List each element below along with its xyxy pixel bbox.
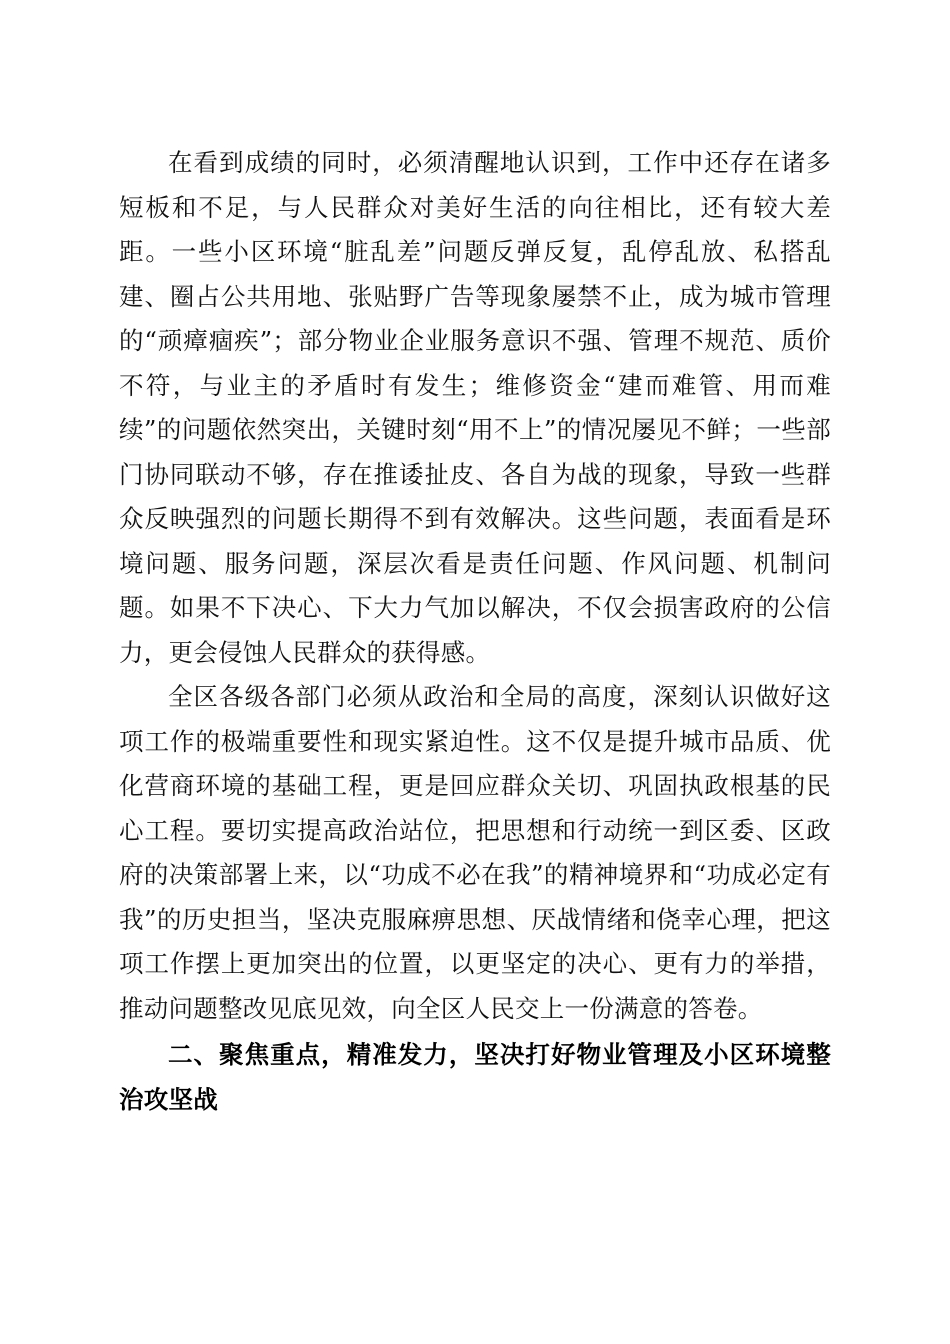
body-paragraph-2: 全区各级各部门必须从政治和全局的高度，深刻认识做好这项工作的极端重要性和现实紧迫性。这不仅是提升城市品质、优化营商环境的基础工程，更是回应群众关切、巩固执政根基的民心工程。要切实提高政治站位，把思想和行动统一到区委、区政府的决策部署上来，以“功成不必在我”的精神境界和“功成必定有我”的历史担当，坚决克服麻痹思想、厌战情绪和侥幸心理，把这项工作摆上更加突出的位置，以更坚定的决心、更有力的举措，推动问题整改见底见效，向全区人民交上一份满意的答卷。: [119, 682, 831, 1023]
body-paragraph-1: 在看到成绩的同时，必须清醒地认识到，工作中还存在诸多短板和不足，与人民群众对美好生活的向往相比，还有较大差距。一些小区环境“脏乱差”问题反弹反复，乱停乱放、私搭乱建、圈占公共用地、张贴野广告等现象屡禁不止，成为城市管理的“顽瘴痼疾”；部分物业企业服务意识不强、管理不规范、质价不符，与业主的矛盾时有发生；维修资金“建而难管、用而难续”的问题依然突出，关键时刻“用不上”的情况屡见不鲜；一些部门协同联动不够，存在推诿扯皮、各自为战的现象，导致一些群众反映强烈的问题长期得不到有效解决。这些问题，表面看是环境问题、服务问题，深层次看是责任问题、作风问题、机制问题。如果不下决心、下大力气加以解决，不仅会损害政府的公信力，更会侵蚀人民群众的获得感。: [119, 148, 831, 667]
section-heading: 二、聚焦重点，精准发力，坚决打好物业管理及小区环境整治攻坚战: [119, 1040, 831, 1114]
document-body: [119, 141, 831, 1122]
